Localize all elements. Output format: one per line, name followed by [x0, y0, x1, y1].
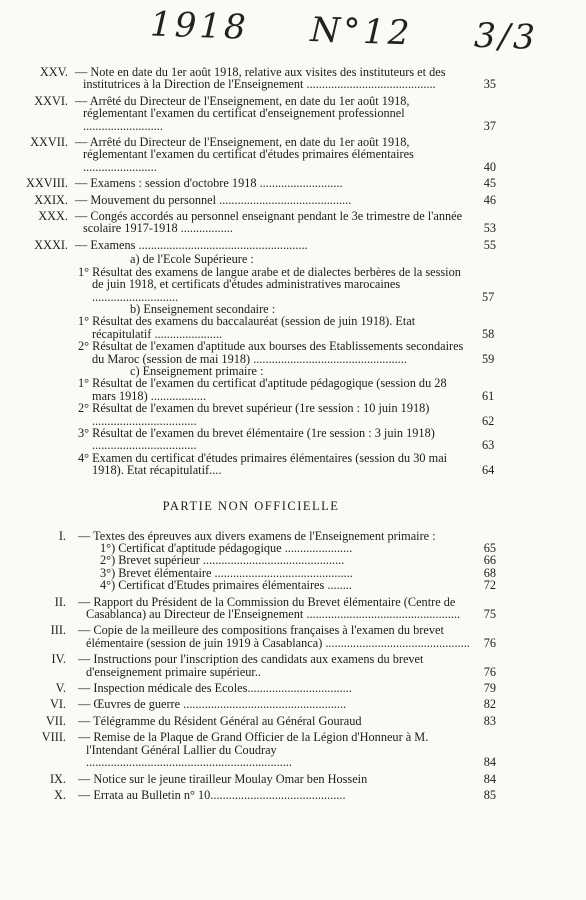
handwritten-annotation: [149, 4, 586, 59]
entry-page: 72: [483, 578, 496, 593]
handwritten-year: 1918: [149, 4, 250, 48]
entry-page: 53: [483, 221, 496, 236]
toc-entry-xxix: [0, 194, 502, 206]
examens-item: 4° Examen du certificat d'études primaires élémentaires (session du 30 mai 1918). Etat récapitulatif.... 64: [78, 450, 495, 478]
examens-item: 2° Résultat de l'examen du brevet supérieur (1re session : 10 juin 1918) .................................. 62: [78, 401, 495, 428]
entry-text: — Arrêté du Directeur de l'Enseignement, en date du 1er août 1918, réglementant l'examen du certificat d'enseignement professionnel ..........................: [75, 93, 410, 133]
entry-number: III.: [50, 623, 66, 638]
examens-heading-primaire: c) Enseignement primaire :: [130, 363, 264, 378]
entry-number: VII.: [45, 713, 66, 728]
entry-number: VI.: [49, 697, 66, 712]
handwritten-number: N°12: [309, 10, 414, 54]
toc-entry-ix: [0, 773, 502, 785]
entry-page: 65: [483, 541, 496, 555]
toc-entry-iv: [0, 653, 502, 678]
entry-page: 55: [483, 237, 496, 252]
entry-page: 82: [483, 697, 496, 712]
entry-page: 83: [483, 713, 496, 728]
entry-text: — Arrêté du Directeur de l'Enseignement, en date du 1er août 1918, réglementant l'examen du certificat d'études primaires élémentaires ........................: [75, 135, 414, 174]
handwritten-fraction: 3/3: [473, 15, 539, 58]
entry-number: V.: [55, 681, 66, 696]
table-of-contents: [0, 66, 502, 801]
entry-page: 84: [483, 771, 496, 786]
entry-number: II.: [54, 594, 66, 609]
examens-item: 1° Résultat de l'examen du certificat d'aptitude pédagogique (session du 28 mars 1918) .................. 61: [78, 376, 495, 403]
entry-text: — Mouvement du personnel ...........................................: [75, 192, 352, 207]
toc-entry-vi: [0, 698, 502, 710]
entry-text: 1° Résultat de l'examen du certificat d'aptitude pédagogique (session du 28 mars 1918) ..................: [78, 376, 447, 403]
entry-text: 1° Résultat des examens du baccalauréat (session de juin 1918). Etat récapitulatif ......................: [78, 314, 416, 341]
entry-text: 4°) Certificat d'Etudes primaires élémentaires ........: [100, 578, 352, 593]
entry-number: XXVI.: [34, 93, 68, 108]
entry-text: — Textes des épreuves aux divers examens de l'Enseignement primaire :: [78, 528, 436, 543]
entry-number: X.: [54, 787, 66, 802]
entry-page: 40: [483, 159, 496, 174]
toc-entry-xxx: [0, 210, 502, 235]
non-official-list: [0, 530, 502, 802]
toc-entry-viii: [0, 731, 502, 768]
examens-heading-secondaire: b) Enseignement secondaire :: [130, 301, 276, 316]
entry-page: 68: [483, 565, 496, 580]
examens-item: 3° Résultat de l'examen du brevet élémentaire (1re session : 3 juin 1918) .................................. 63: [78, 425, 495, 453]
toc-entry-ii: [0, 596, 502, 621]
entry-page: 45: [483, 176, 496, 191]
entry-number: IV.: [51, 652, 66, 667]
toc-entry-iii: [0, 624, 502, 649]
entry-text: — Examens .......................................................: [75, 237, 308, 252]
entry-text: 3°) Brevet élémentaire .............................................: [100, 565, 353, 580]
examens-item: 1° Résultat des examens de langue arabe et de dialectes berbères de la session de juin 1918, et certificats d'études administratives marocaines ............................ 57: [78, 264, 495, 304]
entry-text: — Congés accordés au personnel enseignant pendant le 3e trimestre de l'année scolaire 1917-1918 .................: [75, 209, 463, 236]
entry-page: 66: [483, 553, 496, 568]
examens-item: 2° Résultat de l'examen d'aptitude aux bourses des Etablissements secondaires du Maroc (session de mai 1918) .................................................. 59: [78, 339, 495, 366]
entry-number: XXVII.: [30, 135, 68, 150]
examens-item: 1° Résultat des examens du baccalauréat (session de juin 1918). Etat récapitulatif ...................... 58: [78, 314, 495, 341]
entry-page: 37: [483, 118, 496, 133]
entry-text: 2° Résultat de l'examen du brevet supérieur (1re session : 10 juin 1918) ..................................: [78, 401, 430, 428]
entry-page: 75: [483, 607, 496, 622]
entry-number: IX.: [49, 771, 66, 786]
toc-entry-xxv: [0, 66, 502, 91]
entry-page: 35: [483, 77, 496, 92]
entry-text: — Télégramme du Résident Général au Général Gouraud: [78, 713, 362, 728]
entry-page: 84: [483, 755, 496, 770]
entry-number: XXIX.: [34, 192, 68, 207]
toc-entry-xxviii: [0, 177, 502, 189]
entry-text: 3° Résultat de l'examen du brevet élémentaire (1re session : 3 juin 1918) ..................................: [78, 425, 435, 453]
entry-page: 79: [483, 681, 496, 696]
entry-number: XXX.: [38, 209, 68, 224]
entry-text: 2°) Brevet supérieur ..............................................: [100, 553, 345, 568]
entry-text: — Inspection médicale des Ecoles..................................: [78, 681, 352, 696]
entry-text: — Œuvres de guerre .....................................................: [78, 697, 347, 712]
toc-entry-xxxi: [0, 239, 502, 251]
entry-number: XXV.: [39, 65, 68, 79]
entry-text: 4° Examen du certificat d'études primaires élémentaires (session du 30 mai 1918). Etat récapitulatif....: [78, 450, 448, 478]
entry-text: 2° Résultat de l'examen d'aptitude aux bourses des Etablissements secondaires du Maroc (session de mai 1918) ..................................................: [78, 339, 464, 366]
section-title: PARTIE NON OFFICIELLE: [162, 498, 340, 513]
entry-number: I.: [58, 528, 66, 543]
toc-entry-v: [0, 682, 502, 694]
entry-page: 85: [483, 787, 496, 802]
entry-text: — Remise de la Plaque de Grand Officier de la Légion d'Honneur à M. l'Intendant Général Lallier du Coudray ...................................................................: [78, 730, 429, 770]
entry-text: — Instructions pour l'inscription des candidats aux examens du brevet d'enseignement primaire supérieur..: [78, 652, 424, 679]
entry-number: XXXI.: [34, 237, 68, 252]
entry-text: — Errata au Bulletin n° 10............................................: [78, 787, 346, 802]
entry-page: 76: [483, 635, 496, 650]
toc-entry-xxvii: [0, 136, 502, 173]
entry-text: 1°) Certificat d'aptitude pédagogique ......................: [100, 541, 353, 555]
examens-heading-superieure: a) de l'Ecole Supérieure :: [130, 252, 254, 267]
entry-text: 1° Résultat des examens de langue arabe et de dialectes berbères de la session de juin 1918, et certificats d'études administratives marocaines ............................: [78, 264, 461, 304]
toc-entry-vii: [0, 715, 502, 727]
entry-text: — Notice sur le jeune tirailleur Moulay Omar ben Hossein: [78, 771, 368, 786]
toc-entry-x: [0, 789, 502, 801]
subentry: [0, 579, 502, 591]
entry-text: — Examens : session d'octobre 1918 ...........................: [75, 176, 343, 191]
entry-number: XXVIII.: [25, 176, 68, 191]
entry-page: 46: [483, 192, 496, 207]
toc-entry-xxvi: [0, 95, 502, 132]
entry-text: — Copie de la meilleure des compositions françaises à l'examen du brevet élémentaire (session de juin 1919 à Casablanca) ...............................................: [78, 623, 470, 650]
entry-page: 76: [483, 664, 496, 679]
entry-text: — Note en date du 1er août 1918, relative aux visites des instituteurs et des institutrices à la Direction de l'Enseignement ..........................................: [75, 65, 446, 92]
entry-number: VIII.: [41, 730, 66, 745]
entry-text: — Rapport du Président de la Commission du Brevet élémentaire (Centre de Casablanca) au Directeur de l'Enseignement ..................................................: [78, 594, 461, 622]
